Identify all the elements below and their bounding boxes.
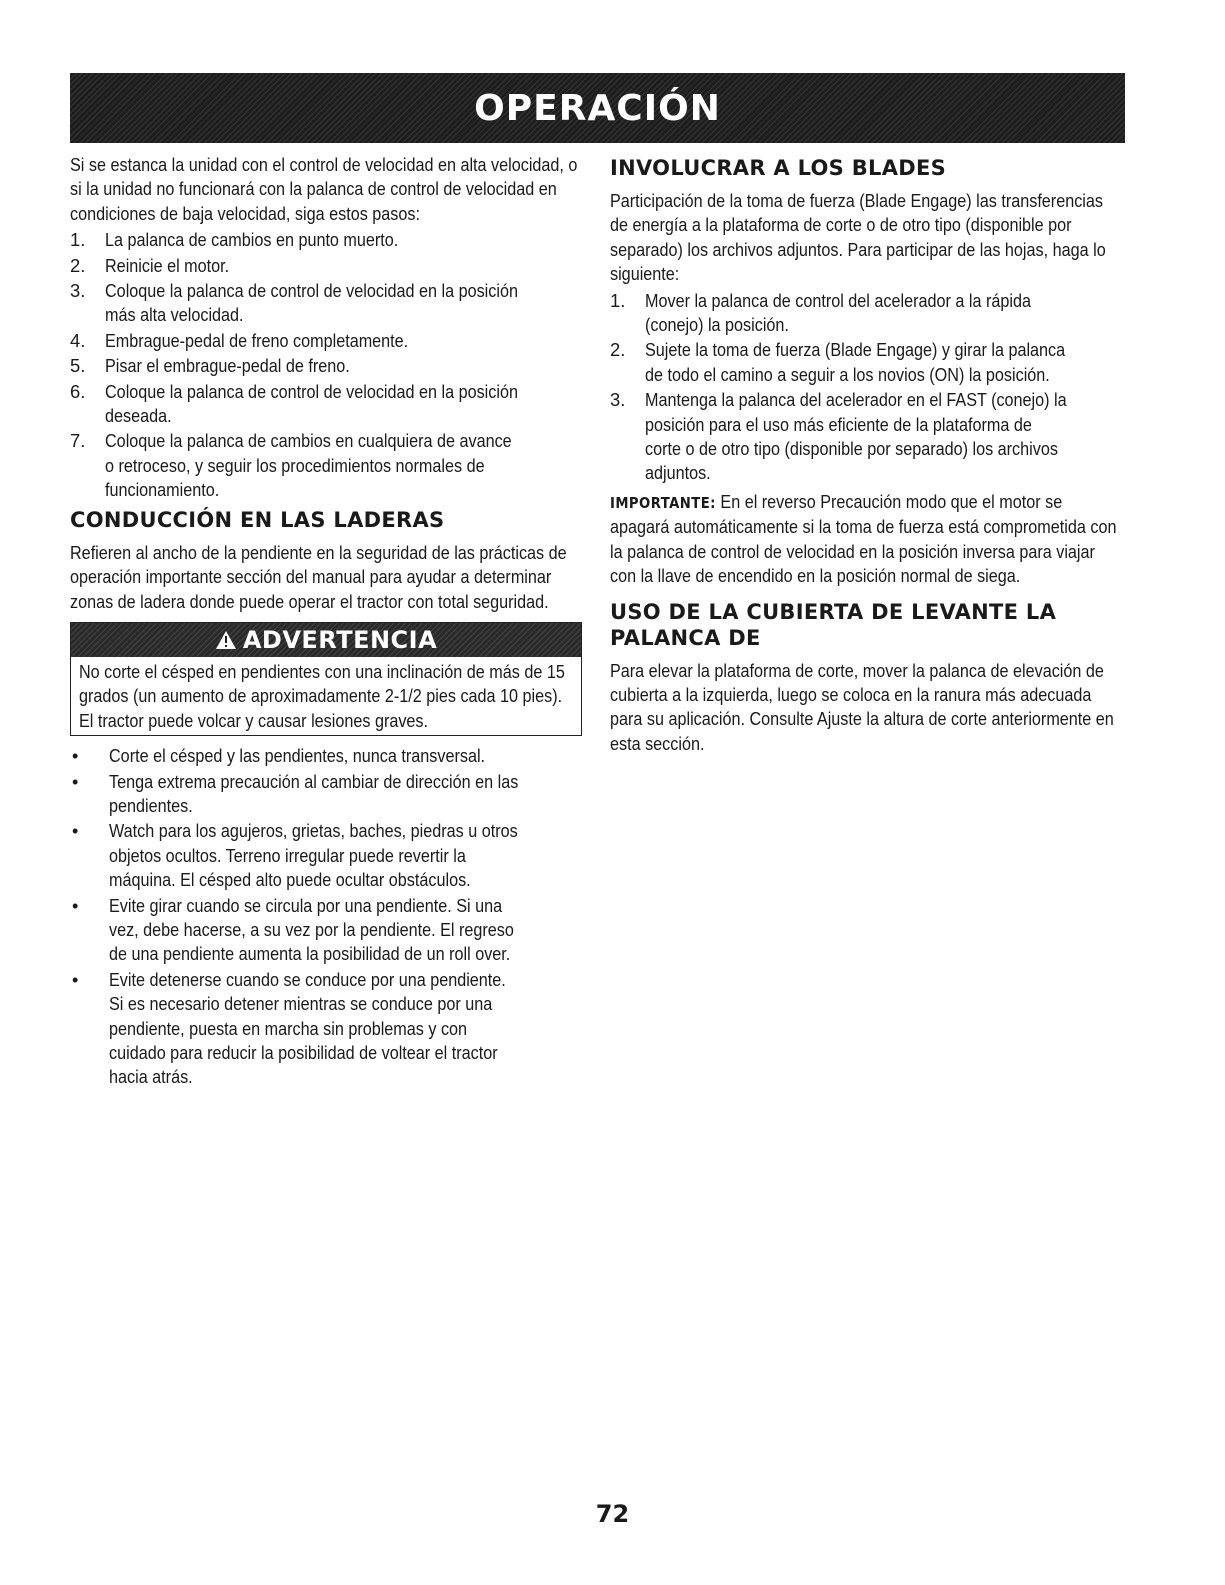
step-number: 3. [610,389,626,411]
bullet-icon: • [72,969,79,990]
step-text: Coloque la palanca de control de velocidad en la posición más alta velocidad. [105,280,518,326]
step-number: 2. [70,254,86,276]
step-number: 6. [70,380,86,402]
list-item [70,770,580,819]
list-item [70,354,580,378]
list-item [70,279,580,328]
bullet-icon: • [72,895,79,916]
list-item [70,254,580,278]
blades-intro: Participación de la toma de fuerza (Blade Engage) las transferencias de energía a la plataforma de corte o de otro tipo (disponible por separado) los archivos adjuntos. Para participar de las hojas, haga lo siguiente: [610,190,1106,285]
step-text: Mover la palanca de control del acelerador a la rápida (conejo) la posición. [645,289,1031,336]
bullet-text: Tenga extrema precaución al cambiar de dirección en las pendientes. [109,770,519,816]
step-number: 1. [70,229,86,251]
list-item [70,429,580,502]
right-column [610,153,1125,756]
step-text: Reinicie el motor. [105,254,230,276]
step-number: 2. [610,339,626,361]
hills-heading: CONDUCCIÓN EN LAS LADERAS [70,507,445,532]
slope-bullet-list [70,744,580,1090]
list-item [610,289,1125,338]
bullet-text: Evite girar cuando se circula por una pendiente. Si una vez, debe hacerse, a su vez por la pendiente. El regreso de una pendiente aumenta la posibilidad de un roll over. [109,894,514,965]
warning-box [70,622,582,736]
step-text: La palanca de cambios en punto muerto. [105,229,399,251]
page-banner [70,73,1125,143]
stall-steps-list [70,228,580,502]
bullet-icon: • [72,746,79,767]
stall-intro: Si se estanca la unidad con el control de velocidad en alta velocidad, o si la unidad no funcionará con la palanca de control de velocidad en condiciones de baja velocidad, siga estos pasos: [70,154,578,224]
list-item [70,228,580,252]
important-label: IMPORTANTE: [610,493,716,512]
warning-text: No corte el césped en pendientes con una inclinación de más de 15 grados (un aumento de aproximadamente 2-1/2 pies cada 10 pies). El tractor puede volcar y causar lesiones graves. [79,660,565,731]
step-text: Sujete la toma de fuerza (Blade Engage) y girar la palanca de todo el camino a seguir a los novios (ON) la posición. [645,339,1066,385]
list-item [70,744,580,768]
warning-header [71,623,581,657]
warning-body [71,657,581,735]
step-number: 7. [70,430,86,452]
list-item [610,338,1125,387]
step-text: Embrague-pedal de freno completamente. [105,329,409,351]
list-item [610,388,1125,486]
hills-text: Refieren al ancho de la pendiente en la seguridad de las prácticas de operación importante sección del manual para ayudar a determinar zonas de ladera donde puede operar el tractor con total seguridad. [70,541,567,612]
bullet-text: Corte el césped y las pendientes, nunca transversal. [109,745,486,767]
bullet-text: Watch para los agujeros, grietas, baches, piedras u otros objetos ocultos. Terreno irregular puede revertir la máquina. El césped alto puede ocultar obstáculos. [109,820,518,891]
bullet-icon: • [72,771,79,792]
step-text: Mantenga la palanca del acelerador en el FAST (conejo) la posición para el uso más eficiente de la plataforma de corte o de otro tipo (disponible por separado) los archivos adjuntos. [645,389,1067,484]
deck-heading: USO DE LA CUBIERTA DE LEVANTE LA PALANCA DE [610,599,1057,650]
step-number: 5. [70,355,86,377]
bullet-text: Evite detenerse cuando se conduce por una pendiente. Si es necesario detener mientras se conduce por una pendiente, puesta en marcha sin problemas y con cuidado para reducir la posibilidad de voltear el tractor hacia atrás. [109,968,506,1088]
left-column [70,153,580,1091]
page-number: 72 [595,1500,630,1528]
warning-triangle-icon [215,630,237,650]
step-text: Coloque la palanca de control de velocidad en la posición deseada. [105,380,518,427]
step-text: Pisar el embrague-pedal de freno. [105,355,350,377]
list-item [70,894,580,967]
bullet-icon: • [72,821,79,842]
step-number: 3. [70,280,86,302]
step-text: Coloque la palanca de cambios en cualquiera de avance o retroceso, y seguir los procedimientos normales de funcionamiento. [105,430,512,501]
warning-title: ADVERTENCIA [242,625,438,654]
list-item [70,968,580,1090]
list-item [70,329,580,353]
list-item [70,819,580,892]
page-title: OPERACIÓN [474,87,721,129]
blades-steps-list [610,289,1125,486]
step-number: 4. [70,329,86,351]
deck-text: Para elevar la plataforma de corte, mover la palanca de elevación de cubierta a la izquierda, luego se coloca en la ranura más adecuada para su aplicación. Consulte Ajuste la altura de corte anteriormente en esta sección. [610,659,1114,754]
blades-heading: INVOLUCRAR A LOS BLADES [610,156,947,180]
important-note [610,490,1125,589]
important-text: En el reverso Precaución modo que el motor se apagará automáticamente si la toma de fuerza está comprometida con la palanca de control de velocidad en la posición inversa para viajar con la llave de encendido en la posición normal de siega. [610,490,1117,587]
step-number: 1. [610,289,626,311]
list-item [70,380,580,429]
